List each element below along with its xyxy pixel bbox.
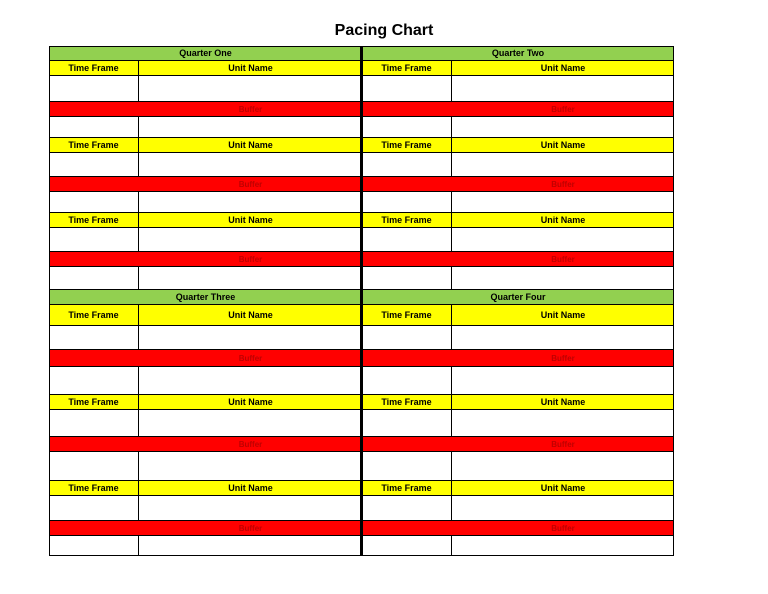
quarter-title: Quarter Two	[491, 48, 545, 58]
unit-name-cell[interactable]	[452, 192, 674, 212]
quarter-title: Quarter One	[179, 48, 232, 58]
time-frame-header: Time Frame	[49, 138, 139, 152]
time-frame-header: Time Frame	[49, 305, 139, 325]
unit-name-cell[interactable]	[139, 326, 362, 349]
column-header-row	[49, 480, 362, 495]
quarter-header-row	[362, 46, 674, 60]
buffer-row	[362, 251, 674, 266]
time-frame-cell[interactable]	[49, 117, 139, 137]
entry-row	[49, 495, 362, 520]
entry-row	[49, 451, 362, 480]
buffer-label: Buffer	[551, 523, 575, 533]
column-header-row	[49, 137, 362, 152]
column-header-row	[49, 394, 362, 409]
quarter-header-row	[49, 46, 362, 60]
time-frame-header: Time Frame	[49, 395, 139, 409]
unit-name-cell[interactable]	[452, 452, 674, 480]
buffer-row	[49, 520, 362, 535]
time-frame-cell[interactable]	[362, 536, 452, 556]
unit-name-cell[interactable]	[452, 117, 674, 137]
right-column-block	[362, 46, 674, 556]
quarter-header-row	[362, 289, 674, 304]
buffer-time-cell[interactable]	[49, 177, 139, 191]
buffer-time-cell[interactable]	[49, 102, 139, 116]
buffer-row	[362, 436, 674, 451]
buffer-row	[49, 101, 362, 116]
unit-name-cell[interactable]	[139, 117, 362, 137]
unit-name-cell[interactable]	[139, 76, 362, 101]
time-frame-cell[interactable]	[49, 496, 139, 520]
time-frame-cell[interactable]	[49, 536, 139, 556]
time-frame-cell[interactable]	[49, 452, 139, 480]
buffer-row	[362, 520, 674, 535]
unit-name-header: Unit Name	[228, 63, 273, 73]
entry-row	[49, 535, 362, 556]
unit-name-header: Unit Name	[540, 397, 586, 407]
unit-name-cell[interactable]	[139, 192, 362, 212]
buffer-label: Buffer	[238, 254, 263, 264]
buffer-time-cell[interactable]	[49, 252, 139, 266]
time-frame-cell[interactable]	[49, 267, 139, 289]
unit-name-cell[interactable]	[139, 153, 362, 176]
column-header-row	[49, 212, 362, 227]
column-header-row	[49, 60, 362, 75]
entry-row	[362, 227, 674, 251]
unit-name-header: Unit Name	[228, 140, 273, 150]
time-frame-header: Time Frame	[362, 61, 452, 75]
unit-name-cell[interactable]	[452, 153, 674, 176]
buffer-label: Buffer	[551, 179, 575, 189]
entry-row	[49, 325, 362, 349]
column-header-row	[362, 480, 674, 495]
entry-row	[362, 191, 674, 212]
column-header-row	[362, 394, 674, 409]
entry-row	[49, 116, 362, 137]
time-frame-cell[interactable]	[362, 228, 452, 251]
unit-name-cell[interactable]	[452, 496, 674, 520]
buffer-row	[49, 436, 362, 451]
time-frame-cell[interactable]	[49, 367, 139, 394]
unit-name-cell[interactable]	[452, 326, 674, 349]
buffer-label: Buffer	[238, 104, 263, 114]
unit-name-header: Unit Name	[228, 310, 273, 320]
time-frame-cell[interactable]	[49, 410, 139, 436]
unit-name-cell[interactable]	[139, 536, 362, 556]
unit-name-cell[interactable]	[139, 452, 362, 480]
time-frame-cell[interactable]	[49, 192, 139, 212]
entry-row	[362, 116, 674, 137]
buffer-time-cell[interactable]	[362, 521, 452, 535]
unit-name-header: Unit Name	[540, 310, 586, 320]
buffer-label: Buffer	[238, 353, 263, 363]
unit-name-cell[interactable]	[139, 367, 362, 394]
time-frame-cell[interactable]	[362, 326, 452, 349]
entry-row	[49, 227, 362, 251]
column-header-row	[362, 137, 674, 152]
entry-row	[362, 409, 674, 436]
time-frame-cell[interactable]	[362, 410, 452, 436]
quarter-title: Quarter Four	[490, 292, 546, 302]
time-frame-header: Time Frame	[49, 61, 139, 75]
time-frame-cell[interactable]	[362, 192, 452, 212]
entry-row	[362, 451, 674, 480]
buffer-time-cell[interactable]	[49, 350, 139, 366]
entry-row	[49, 152, 362, 176]
buffer-time-cell[interactable]	[362, 252, 452, 266]
unit-name-cell[interactable]	[452, 367, 674, 394]
time-frame-cell[interactable]	[362, 496, 452, 520]
unit-name-cell[interactable]	[139, 496, 362, 520]
pacing-chart-table	[49, 46, 674, 556]
entry-row	[49, 266, 362, 289]
buffer-row	[49, 349, 362, 366]
unit-name-header: Unit Name	[540, 483, 586, 493]
unit-name-cell[interactable]	[452, 410, 674, 436]
unit-name-cell[interactable]	[139, 228, 362, 251]
time-frame-cell[interactable]	[49, 76, 139, 101]
unit-name-cell[interactable]	[452, 536, 674, 556]
buffer-row	[49, 251, 362, 266]
time-frame-cell[interactable]	[362, 76, 452, 101]
time-frame-cell[interactable]	[362, 267, 452, 289]
unit-name-cell[interactable]	[452, 267, 674, 289]
entry-row	[362, 325, 674, 349]
time-frame-cell[interactable]	[362, 117, 452, 137]
entry-row	[362, 75, 674, 101]
buffer-row	[362, 176, 674, 191]
entry-row	[49, 75, 362, 101]
unit-name-cell[interactable]	[452, 76, 674, 101]
entry-row	[362, 152, 674, 176]
buffer-row	[49, 176, 362, 191]
quarter-header-row	[49, 289, 362, 304]
time-frame-header: Time Frame	[362, 213, 452, 227]
entry-row	[49, 409, 362, 436]
time-frame-cell[interactable]	[362, 367, 452, 394]
buffer-label: Buffer	[238, 179, 263, 189]
time-frame-header: Time Frame	[362, 138, 452, 152]
buffer-label: Buffer	[551, 439, 575, 449]
buffer-time-cell[interactable]	[49, 437, 139, 451]
time-frame-header: Time Frame	[49, 481, 139, 495]
left-column-block	[49, 46, 362, 556]
unit-name-cell[interactable]	[139, 267, 362, 289]
buffer-time-cell[interactable]	[362, 102, 452, 116]
unit-name-header: Unit Name	[540, 63, 586, 73]
unit-name-header: Unit Name	[540, 140, 586, 150]
column-header-row	[362, 60, 674, 75]
buffer-time-cell[interactable]	[362, 350, 452, 366]
column-header-row	[49, 304, 362, 325]
unit-name-header: Unit Name	[228, 483, 273, 493]
time-frame-header: Time Frame	[362, 395, 452, 409]
unit-name-cell[interactable]	[139, 410, 362, 436]
time-frame-header: Time Frame	[49, 213, 139, 227]
buffer-label: Buffer	[238, 439, 263, 449]
buffer-time-cell[interactable]	[362, 177, 452, 191]
page-title: Pacing Chart	[334, 22, 434, 39]
buffer-label: Buffer	[238, 523, 263, 533]
buffer-label: Buffer	[551, 254, 575, 264]
time-frame-cell[interactable]	[49, 228, 139, 251]
unit-name-header: Unit Name	[228, 215, 273, 225]
entry-row	[362, 366, 674, 394]
entry-row	[49, 366, 362, 394]
entry-row	[362, 495, 674, 520]
entry-row	[49, 191, 362, 212]
column-header-row	[362, 304, 674, 325]
time-frame-header: Time Frame	[362, 305, 452, 325]
buffer-label: Buffer	[551, 353, 575, 363]
time-frame-cell[interactable]	[362, 452, 452, 480]
buffer-time-cell[interactable]	[49, 521, 139, 535]
column-header-row	[362, 212, 674, 227]
entry-row	[362, 266, 674, 289]
time-frame-cell[interactable]	[49, 326, 139, 349]
quarter-title: Quarter Three	[175, 292, 236, 302]
unit-name-header: Unit Name	[540, 215, 586, 225]
buffer-time-cell[interactable]	[362, 437, 452, 451]
unit-name-header: Unit Name	[228, 397, 273, 407]
buffer-label: Buffer	[551, 104, 575, 114]
buffer-row	[362, 101, 674, 116]
time-frame-cell[interactable]	[49, 153, 139, 176]
entry-row	[362, 535, 674, 556]
unit-name-cell[interactable]	[452, 228, 674, 251]
time-frame-cell[interactable]	[362, 153, 452, 176]
buffer-row	[362, 349, 674, 366]
time-frame-header: Time Frame	[362, 481, 452, 495]
